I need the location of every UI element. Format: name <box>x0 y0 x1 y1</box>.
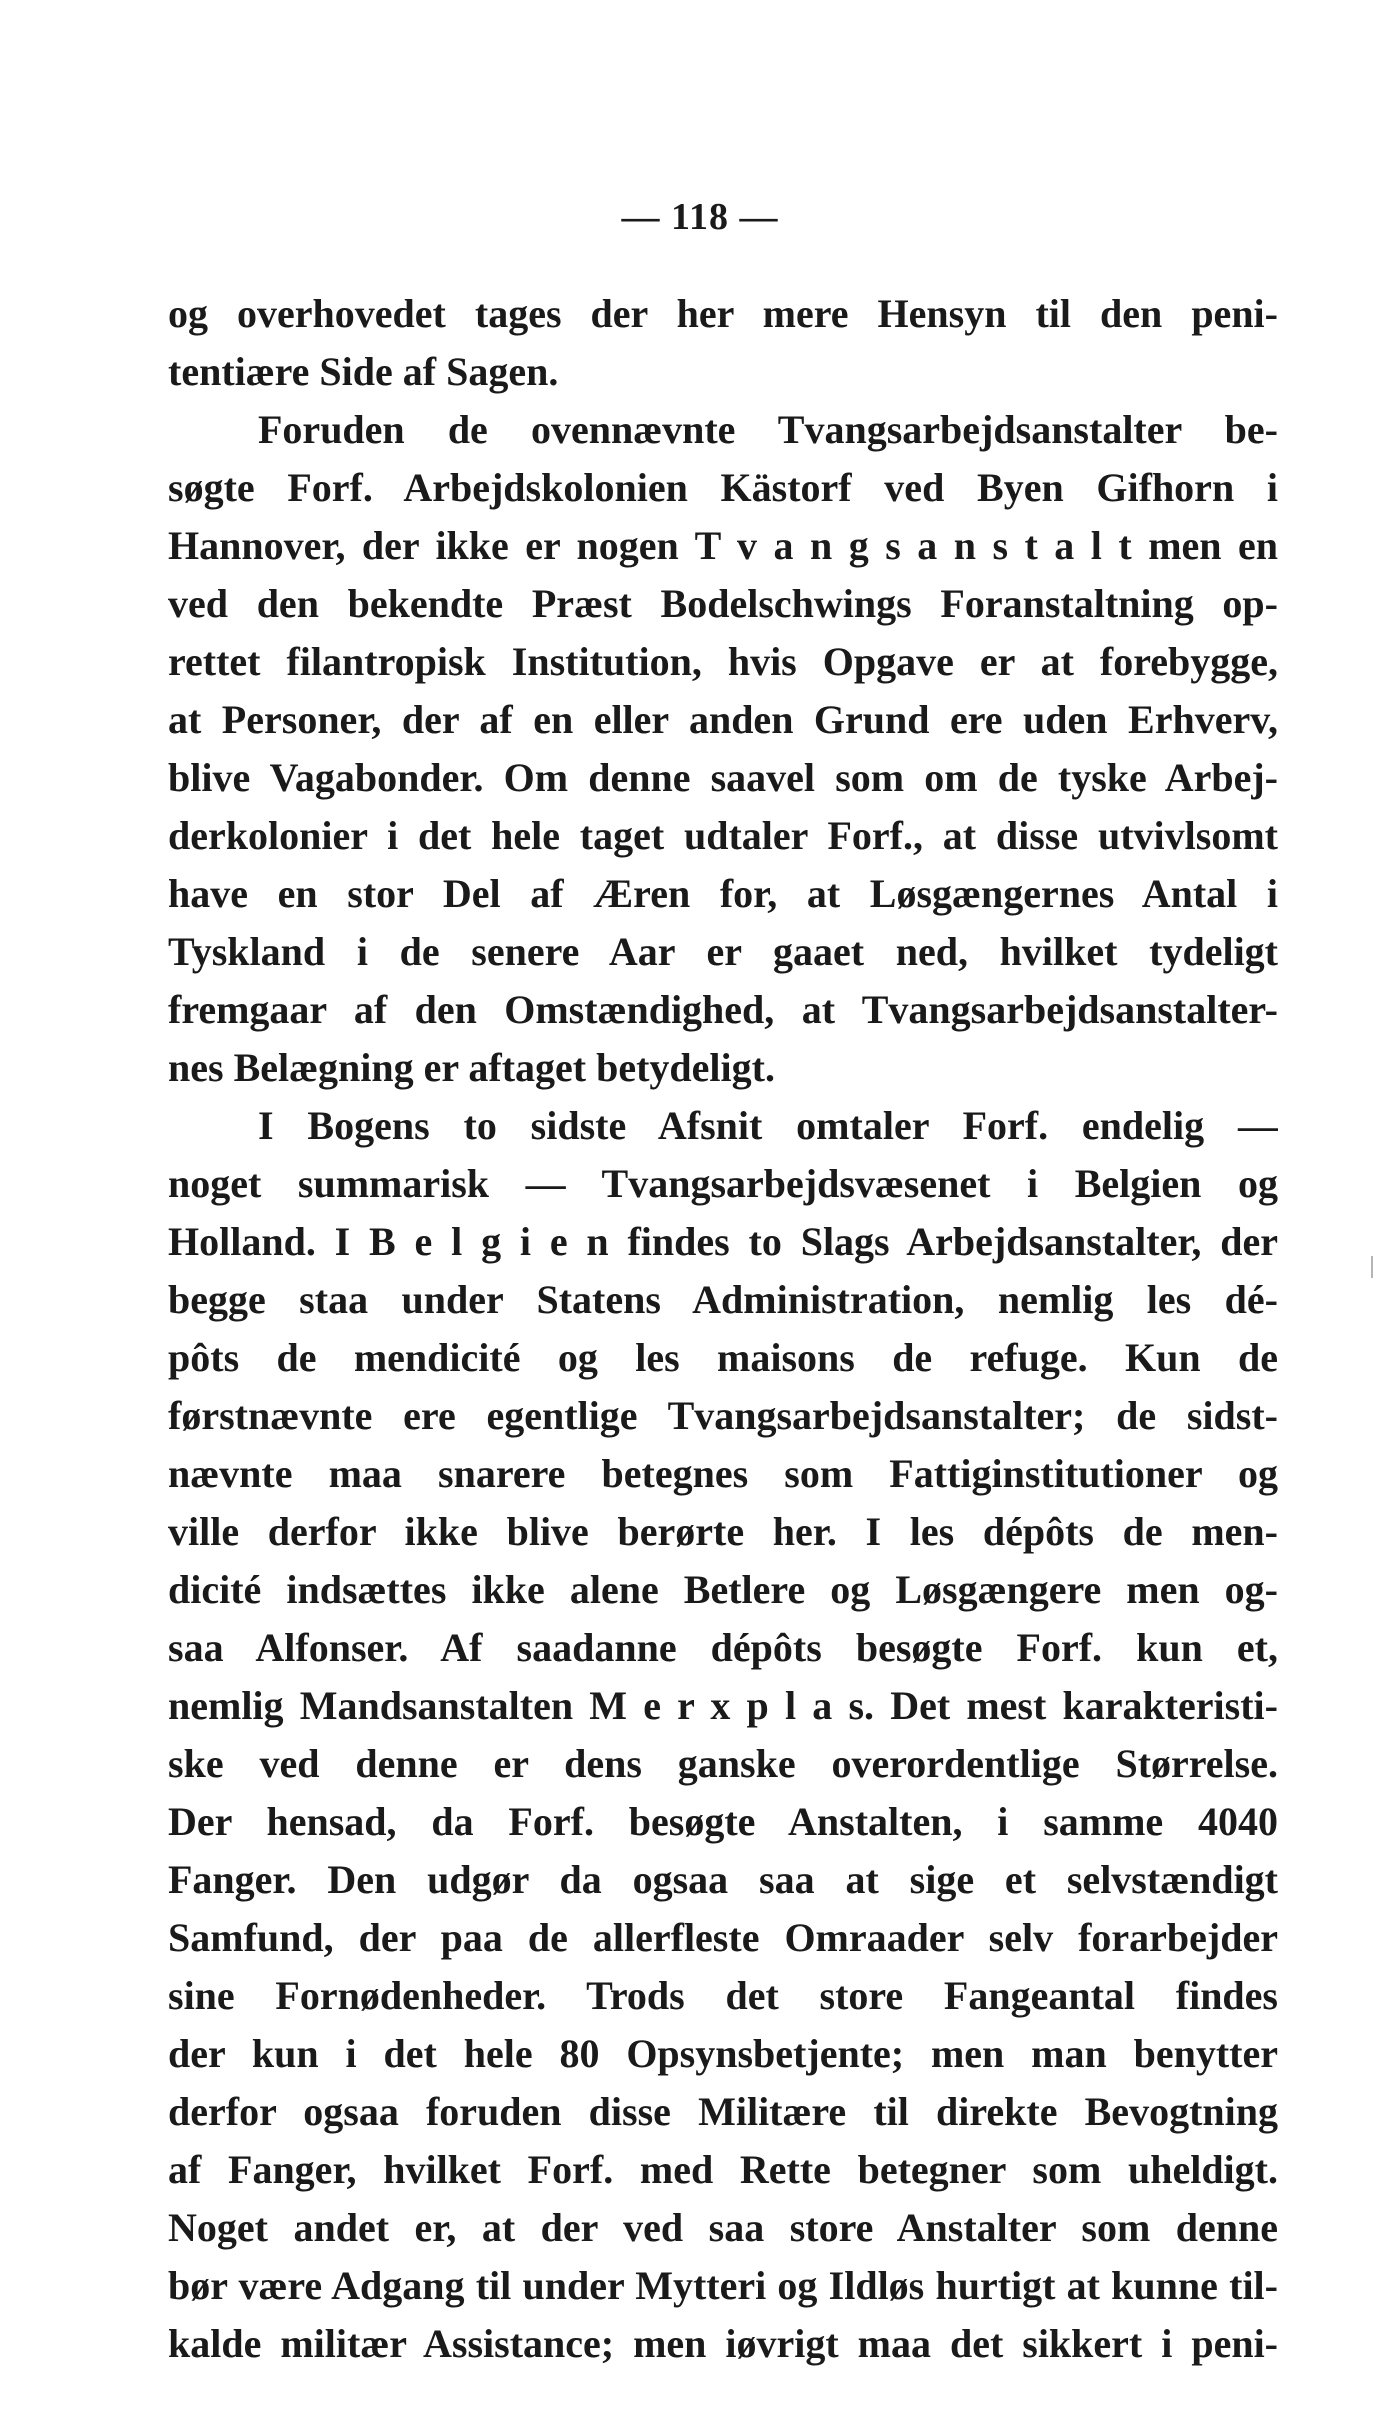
text-line: rettet filantropisk Institution, hvis Opgave er at forebygge, <box>168 639 1278 684</box>
text-line: Noget andet er, at der ved saa store Anstalter som denne <box>168 2205 1278 2250</box>
text-line: nævnte maa snarere betegnes som Fattiginstitutioner og <box>168 1451 1278 1496</box>
text-line: nes Belægning er aftaget betydeligt. <box>168 1045 775 1090</box>
text-line: I Bogens to sidste Afsnit omtaler Forf. endelig — <box>258 1103 1278 1148</box>
text-line: Tyskland i de senere Aar er gaaet ned, hvilket tydeligt <box>168 929 1278 974</box>
text-line: nemlig Mandsanstalten M e r x p l a s. Det mest karakteristi- <box>168 1683 1278 1728</box>
text-line: noget summarisk — Tvangsarbejdsvæsenet i Belgien og <box>168 1161 1278 1206</box>
text-line: pôts de mendicité og les maisons de refuge. Kun de <box>168 1335 1278 1380</box>
text-line: begge staa under Statens Administration, nemlig les dé- <box>168 1277 1278 1322</box>
text-line: Foruden de ovennævnte Tvangsarbejdsanstalter be- <box>258 407 1278 452</box>
text-line: sine Fornødenheder. Trods det store Fangeantal findes <box>168 1973 1278 2018</box>
text-line: at Personer, der af en eller anden Grund ere uden Erhverv, <box>168 697 1278 742</box>
text-line: af Fanger, hvilket Forf. med Rette betegner som uheldigt. <box>168 2147 1278 2192</box>
text-line: saa Alfonser. Af saadanne dépôts besøgte Forf. kun et, <box>168 1625 1278 1670</box>
text-line: derfor ogsaa foruden disse Militære til direkte Bevogtning <box>168 2089 1278 2134</box>
text-line: blive Vagabonder. Om denne saavel som om de tyske Arbej- <box>168 755 1278 800</box>
text-line: derkolonier i det hele taget udtaler Forf., at disse utvivlsomt <box>168 813 1278 858</box>
text-line: og overhovedet tages der her mere Hensyn til den peni- <box>168 291 1278 336</box>
text-line: Samfund, der paa de allerfleste Omraader selv forarbejder <box>168 1915 1278 1960</box>
text-line: Hannover, der ikke er nogen T v a n g s a n s t a l t men en <box>168 523 1278 568</box>
text-line: søgte Forf. Arbejdskolonien Kästorf ved Byen Gifhorn i <box>168 465 1278 510</box>
text-line: fremgaar af den Omstændighed, at Tvangsarbejdsanstalter- <box>168 987 1278 1032</box>
text-line: Der hensad, da Forf. besøgte Anstalten, i samme 4040 <box>168 1799 1278 1844</box>
text-line: der kun i det hele 80 Opsynsbetjente; men man benytter <box>168 2031 1278 2076</box>
text-line: ville derfor ikke blive berørte her. I les dépôts de men- <box>168 1509 1278 1554</box>
text-line: kalde militær Assistance; men iøvrigt maa det sikkert i peni- <box>168 2321 1278 2366</box>
text-line: ved den bekendte Præst Bodelschwings Foranstaltning op- <box>168 581 1278 626</box>
text-line: bør være Adgang til under Mytteri og Ildløs hurtigt at kunne til- <box>168 2263 1278 2308</box>
text-line: Holland. I B e l g i e n findes to Slags Arbejdsanstalter, der <box>168 1219 1278 1264</box>
margin-mark <box>1371 1256 1373 1278</box>
text-line: ske ved denne er dens ganske overordentlige Størrelse. <box>168 1741 1278 1786</box>
body-text <box>168 285 1278 2373</box>
text-line: Fanger. Den udgør da ogsaa saa at sige et selvstændigt <box>168 1857 1278 1902</box>
text-line: førstnævnte ere egentlige Tvangsarbejdsanstalter; de sidst- <box>168 1393 1278 1438</box>
text-line: dicité indsættes ikke alene Betlere og Løsgængere men og- <box>168 1567 1278 1612</box>
text-line: have en stor Del af Æren for, at Løsgængernes Antal i <box>168 871 1278 916</box>
page-number: — 118 — <box>621 196 779 238</box>
text-line: tentiære Side af Sagen. <box>168 349 559 394</box>
